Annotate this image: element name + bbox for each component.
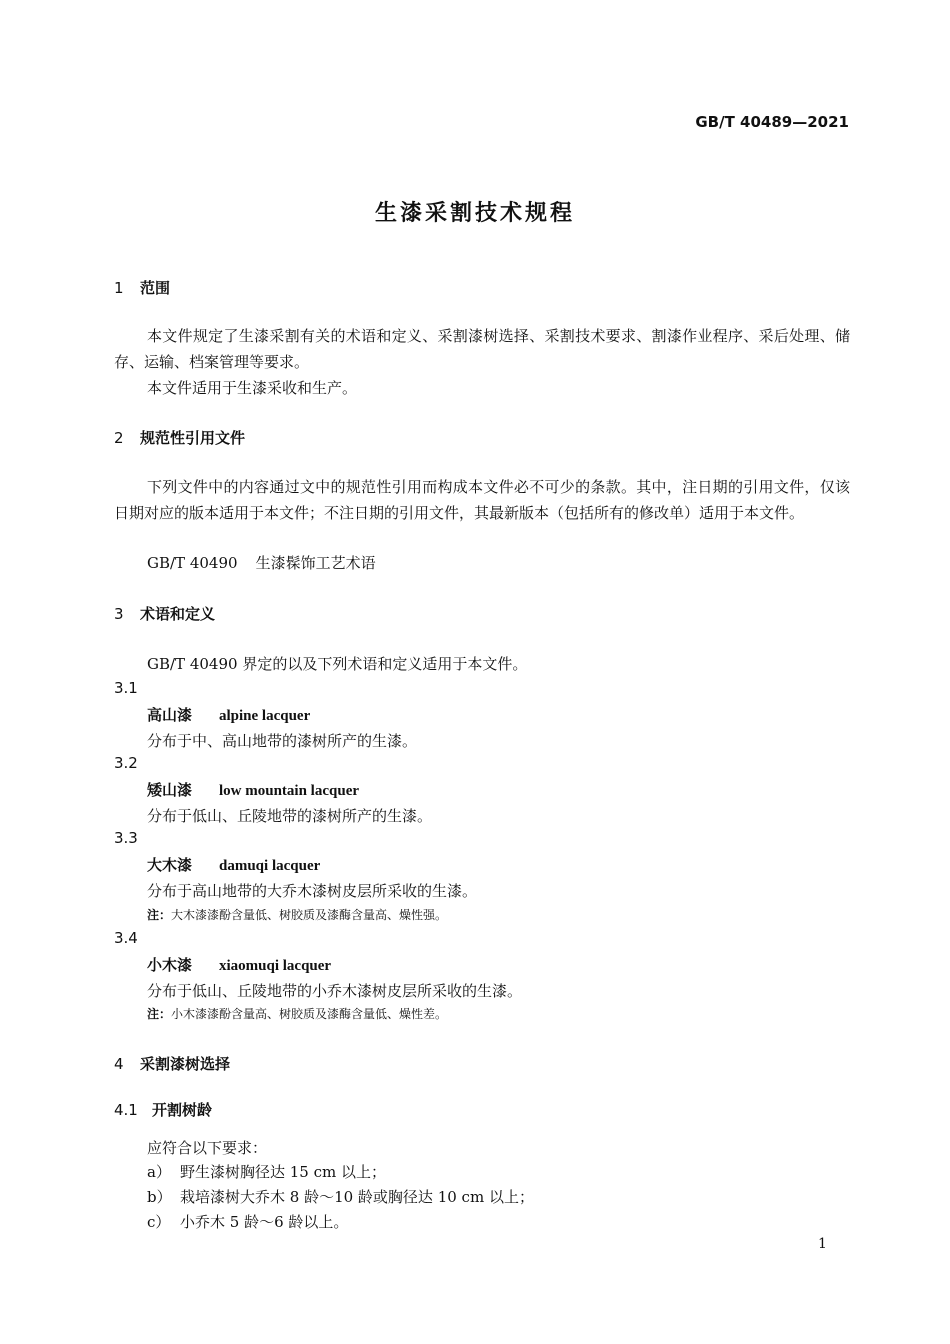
- note-text: 小木漆漆酚含量高、树胶质及漆酶含量低、燥性差。: [171, 1007, 448, 1021]
- term-definition: 分布于低山、丘陵地带的小乔木漆树皮层所采收的生漆。: [147, 982, 523, 1000]
- section-title: 采割漆树选择: [140, 1055, 231, 1073]
- term-entry: [147, 854, 320, 875]
- note-label: 注：: [147, 908, 172, 922]
- list-item: [147, 1186, 534, 1207]
- term-zh: 小木漆: [147, 956, 193, 974]
- list-text: 野生漆树胸径达 15 cm 以上；: [180, 1163, 387, 1181]
- paragraph: 下列文件中的内容通过文中的规范性引用而构成本文件必不可少的条款。其中，注日期的引用文件，仅该日期对应的版本适用于本文件；不注日期的引用文件，其最新版本（包括所有的修改单）适用于本文件。: [114, 478, 850, 522]
- list-marker: a）: [147, 1163, 171, 1181]
- term-definition: 分布于中、高山地带的漆树所产的生漆。: [147, 732, 418, 750]
- reference-title: 生漆髹饰工艺术语: [255, 554, 376, 572]
- list-item: [147, 1211, 348, 1232]
- section-2-heading: [114, 427, 245, 448]
- term-definition: 分布于高山地带的大乔木漆树皮层所采收的生漆。: [147, 882, 478, 900]
- subsection-4-1-heading: [114, 1099, 212, 1120]
- note-label: 注：: [147, 1007, 172, 1021]
- term-note: [147, 1005, 447, 1022]
- page-number: 1: [818, 1236, 827, 1252]
- list-text: 小乔木 5 龄～6 龄以上。: [180, 1213, 349, 1231]
- clause-number: 3.4: [114, 929, 138, 947]
- list-marker: c）: [147, 1213, 171, 1231]
- term-en: xiaomuqi lacquer: [219, 958, 332, 974]
- term-zh: 大木漆: [147, 856, 193, 874]
- term-entry: [147, 704, 310, 725]
- section-4-heading: [114, 1053, 230, 1074]
- term-note: [147, 906, 447, 923]
- term-en: alpine lacquer: [219, 708, 311, 724]
- term-definition: 分布于低山、丘陵地带的漆树所产的生漆。: [147, 807, 433, 825]
- clause-number: 3.3: [114, 829, 138, 847]
- term-en: damuqi lacquer: [219, 858, 321, 874]
- section-title: 术语和定义: [140, 605, 216, 623]
- standard-id: GB/T 40489—2021: [695, 113, 849, 131]
- section-title: 规范性引用文件: [140, 429, 246, 447]
- paragraph: 本文件适用于生漆采收和生产。: [147, 379, 358, 397]
- clause-number: 3.2: [114, 754, 138, 772]
- section-number: 1: [114, 279, 124, 297]
- list-text: 栽培漆树大乔木 8 龄～10 龄或胸径达 10 cm 以上；: [180, 1188, 534, 1206]
- term-zh: 矮山漆: [147, 781, 193, 799]
- term-entry: [147, 954, 331, 975]
- list-item: [147, 1161, 386, 1182]
- term-zh: 高山漆: [147, 706, 193, 724]
- subsection-title: 开割树龄: [152, 1101, 213, 1119]
- note-text: 大木漆漆酚含量低、树胶质及漆酶含量高、燥性强。: [171, 908, 448, 922]
- section-number: 3: [114, 605, 124, 623]
- paragraph: 本文件规定了生漆采割有关的术语和定义、采割漆树选择、采割技术要求、割漆作业程序、采后处理、储存、运输、档案管理等要求。: [114, 327, 850, 371]
- section-3-heading: [114, 603, 215, 624]
- subsection-number: 4.1: [114, 1101, 138, 1119]
- list-marker: b）: [147, 1188, 172, 1206]
- section-number: 4: [114, 1055, 124, 1073]
- terms-intro: GB/T 40490 界定的以及下列术语和定义适用于本文件。: [147, 655, 528, 673]
- term-entry: [147, 779, 359, 800]
- list-intro: 应符合以下要求：: [147, 1139, 268, 1157]
- section-title: 范围: [140, 279, 171, 297]
- term-en: low mountain lacquer: [219, 783, 360, 799]
- section-number: 2: [114, 429, 124, 447]
- clause-number: 3.1: [114, 679, 138, 697]
- reference-entry: [147, 552, 376, 573]
- document-title: 生漆采割技术规程: [374, 201, 575, 226]
- reference-code: GB/T 40490: [147, 554, 238, 572]
- section-1-heading: [114, 277, 170, 298]
